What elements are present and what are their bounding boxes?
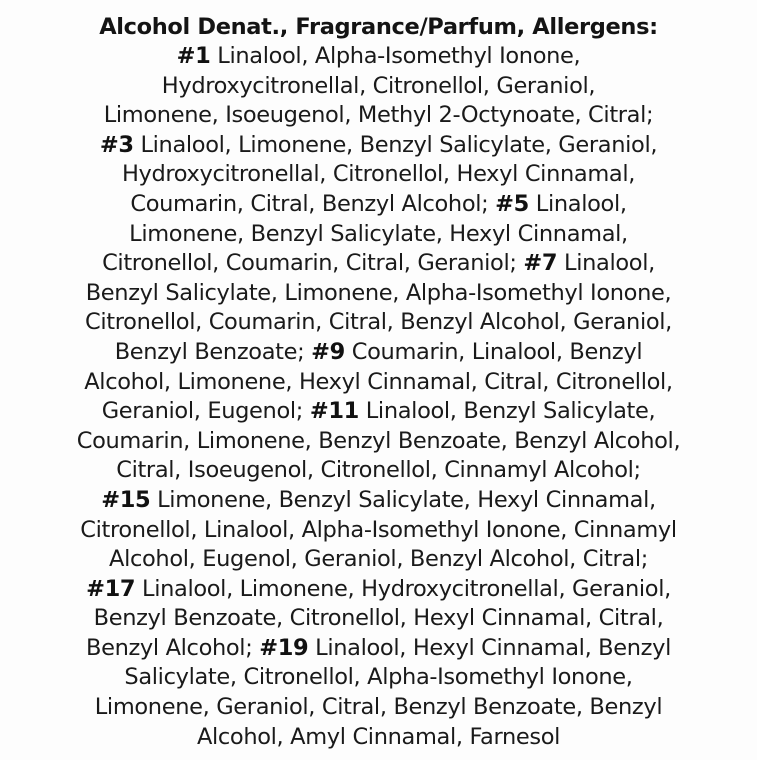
product-number: #11 [309,398,359,425]
ingredient-line [0,279,757,309]
ingredient-line [0,575,757,605]
ingredient-text: Coumarin, Linalool, Benzyl [344,338,643,365]
label-title: Alcohol Denat., Fragrance/Parfum, Allergens: [99,14,658,40]
ingredient-line [0,723,757,753]
ingredient-line [0,72,757,102]
product-number: #5 [495,190,529,217]
ingredient-line [0,368,757,398]
ingredient-line [0,308,757,338]
ingredient-text: Geraniol, Eugenol; [101,398,310,425]
ingredient-text: Limonene, Geraniol, Citral, Benzyl Benzoate, Benzyl [94,694,663,721]
ingredient-text: Limonene, Benzyl Salicylate, Hexyl Cinnamal, [129,220,628,247]
ingredient-text: Citronellol, Coumarin, Citral, Geraniol; [102,250,524,277]
ingredient-text: Linalool, Alpha-Isomethyl Ionone, [210,43,581,69]
ingredient-text: Linalool, Limonene, Benzyl Salicylate, Geraniol, [133,131,658,158]
ingredient-text: Citral, Isoeugenol, Citronellol, Cinnamyl Alcohol; [116,457,641,484]
ingredient-text: Linalool, Limonene, Hydroxycitronellal, Geraniol, [135,575,671,602]
ingredient-line [0,634,757,664]
ingredient-line [0,663,757,693]
ingredient-text: Coumarin, Citral, Benzyl Alcohol; [130,190,496,217]
ingredient-text: Salicylate, Citronellol, Alpha-Isomethyl Ionone, [124,664,633,691]
ingredient-line [0,220,757,250]
ingredient-text: Benzyl Benzoate; [114,338,312,365]
product-number: #19 [259,634,309,661]
ingredient-line [0,101,757,131]
ingredient-line [0,516,757,546]
ingredient-text: Linalool, Hexyl Cinnamal, Benzyl [308,634,671,661]
ingredient-line [0,160,757,190]
ingredient-text: Limonene, Isoeugenol, Methyl 2-Octynoate, Citral; [103,102,654,129]
ingredient-line [0,249,757,279]
product-number: #9 [311,338,345,365]
allergen-list [0,42,757,752]
ingredient-text: Citronellol, Linalool, Alpha-Isomethyl Ionone, Cinnamyl [80,516,677,543]
product-number: #15 [101,486,151,513]
ingredient-line [0,338,757,368]
ingredient-line [0,693,757,723]
ingredient-text: Hydroxycitronellal, Citronellol, Geraniol, [161,72,596,99]
product-number: #3 [99,131,134,158]
ingredient-text: Alcohol, Amyl Cinnamal, Farnesol [196,723,561,750]
ingredient-text: Benzyl Benzoate, Citronellol, Hexyl Cinnamal, Citral, [93,605,664,632]
ingredient-text: Linalool, [557,250,655,277]
ingredient-text: Coumarin, Limonene, Benzyl Benzoate, Benzyl Alcohol, [76,427,681,454]
product-number: #17 [86,575,136,602]
ingredient-line [0,397,757,427]
ingredient-line [0,486,757,516]
ingredient-text: Hydroxycitronellal, Citronellol, Hexyl Cinnamal, [121,161,636,188]
ingredient-line [0,604,757,634]
ingredient-text: Citronellol, Coumarin, Citral, Benzyl Alcohol, Geraniol, [85,309,672,336]
ingredient-line [0,131,757,161]
ingredient-line [0,190,757,220]
ingredient-line [0,427,757,457]
ingredient-text: Benzyl Salicylate, Limonene, Alpha-Isomethyl Ionone, [85,279,672,306]
ingredient-line [0,42,757,72]
ingredient-text: Linalool, [528,190,627,217]
ingredient-text: Alcohol, Eugenol, Geraniol, Benzyl Alcohol, Citral; [109,546,648,573]
ingredient-line [0,545,757,575]
ingredient-text: Limonene, Benzyl Salicylate, Hexyl Cinnamal, [150,486,656,513]
ingredient-line [0,456,757,486]
product-number: #7 [523,250,558,277]
ingredient-text: Alcohol, Limonene, Hexyl Cinnamal, Citral, Citronellol, [84,368,673,395]
product-number: #1 [176,43,211,69]
ingredient-text: Benzyl Alcohol; [85,634,260,661]
ingredient-text: Linalool, Benzyl Salicylate, [358,398,656,425]
